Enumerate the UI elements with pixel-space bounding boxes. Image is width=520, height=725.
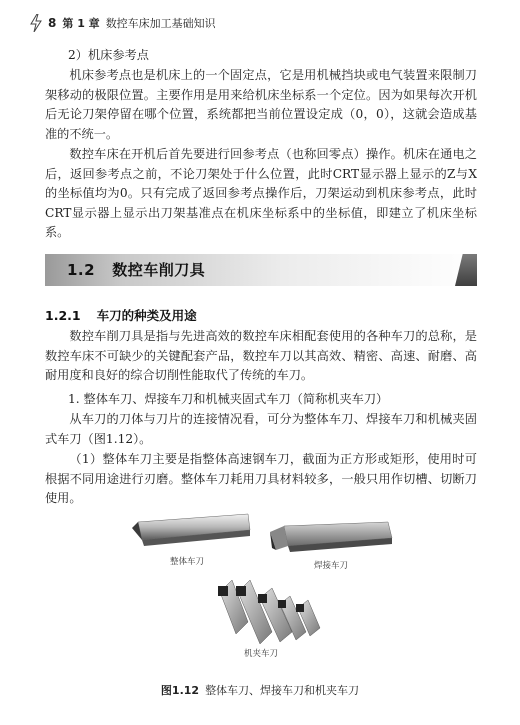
paragraph-tool-classification: 从车刀的刀体与刀片的连接情况看，可分为整体车刀、焊接车刀和机械夹固式车刀（图1.12）。 (45, 412, 477, 446)
figure-caption-text: 整体车刀、焊接车刀和机夹车刀 (205, 684, 360, 697)
figure-caption (0, 682, 520, 698)
subsection-title: 车刀的种类及用途 (96, 308, 197, 323)
page-number: 8 (48, 16, 57, 30)
paragraph-cnc-turning-tools: 数控车削刀具是指与先进高效的数控车床相配套使用的各种车刀的总称，是数控车床不可缺少的关键配套产品，数控车刀以其高效、精密、高速、耐磨、高耐用度和良好的综合切削性能取代了传统的车刀。 (45, 329, 477, 382)
section-title-text: 数控车削刀具 (112, 261, 206, 279)
chapter-label: 第 1 章 (62, 17, 100, 30)
clamped-tool-set-image (218, 580, 320, 644)
subsection-number: 1.2.1 (45, 308, 81, 323)
welded-tool-image (270, 522, 392, 552)
section-number: 1.2 (67, 261, 96, 279)
paragraph-reference-point-definition: 机床参考点也是机床上的一个固定点，它是用机械挡块或电气装置来限制刀架移动的极限位置。主要作用是用来给机床坐标系一个定位。因为如果每次开机后无论刀架停留在哪个位置，系统都把当前位置设定成（0，0），这就会造成基准的不统一。 (45, 68, 477, 141)
subsection-heading-reference-point: 2）机床参考点 (68, 48, 149, 62)
list-heading-tool-types: 1. 整体车刀、焊接车刀和机械夹固式车刀（简称机夹车刀） (68, 392, 389, 406)
label-solid-tool: 整体车刀 (170, 557, 205, 567)
label-clamped-tool: 机夹车刀 (244, 649, 279, 659)
section-heading-band (45, 254, 477, 286)
subsection-heading (45, 306, 213, 324)
figure-number: 图1.12 (160, 684, 200, 697)
section-title (67, 254, 205, 286)
lightning-bolt-icon (30, 14, 42, 32)
paragraph-homing-operation: 数控车床在开机后首先要进行回参考点（也称回零点）操作。机床在通电之后，返回参考点之前，不论刀架处于什么位置，此时CRT显示器上显示的Z与X的坐标值均为0。只有完成了返回参考点操作后，刀架运动到机床参考点，此时CRT显示器上显示出刀架基准点在机床坐标系中的坐标值，即建立了机床坐标系。 (45, 147, 477, 239)
paragraph-solid-tool: （1）整体车刀主要是指整体高速钢车刀，截面为正方形或矩形，使用时可根据不同用途进行刃磨。整体车刀耗用刀具材料较多，一般只用作切槽、切断刀使用。 (45, 452, 477, 505)
running-header (30, 12, 216, 34)
chapter-title: 数控车床加工基础知识 (105, 17, 216, 30)
solid-tool-image (132, 514, 250, 546)
label-welded-tool: 焊接车刀 (314, 561, 349, 571)
